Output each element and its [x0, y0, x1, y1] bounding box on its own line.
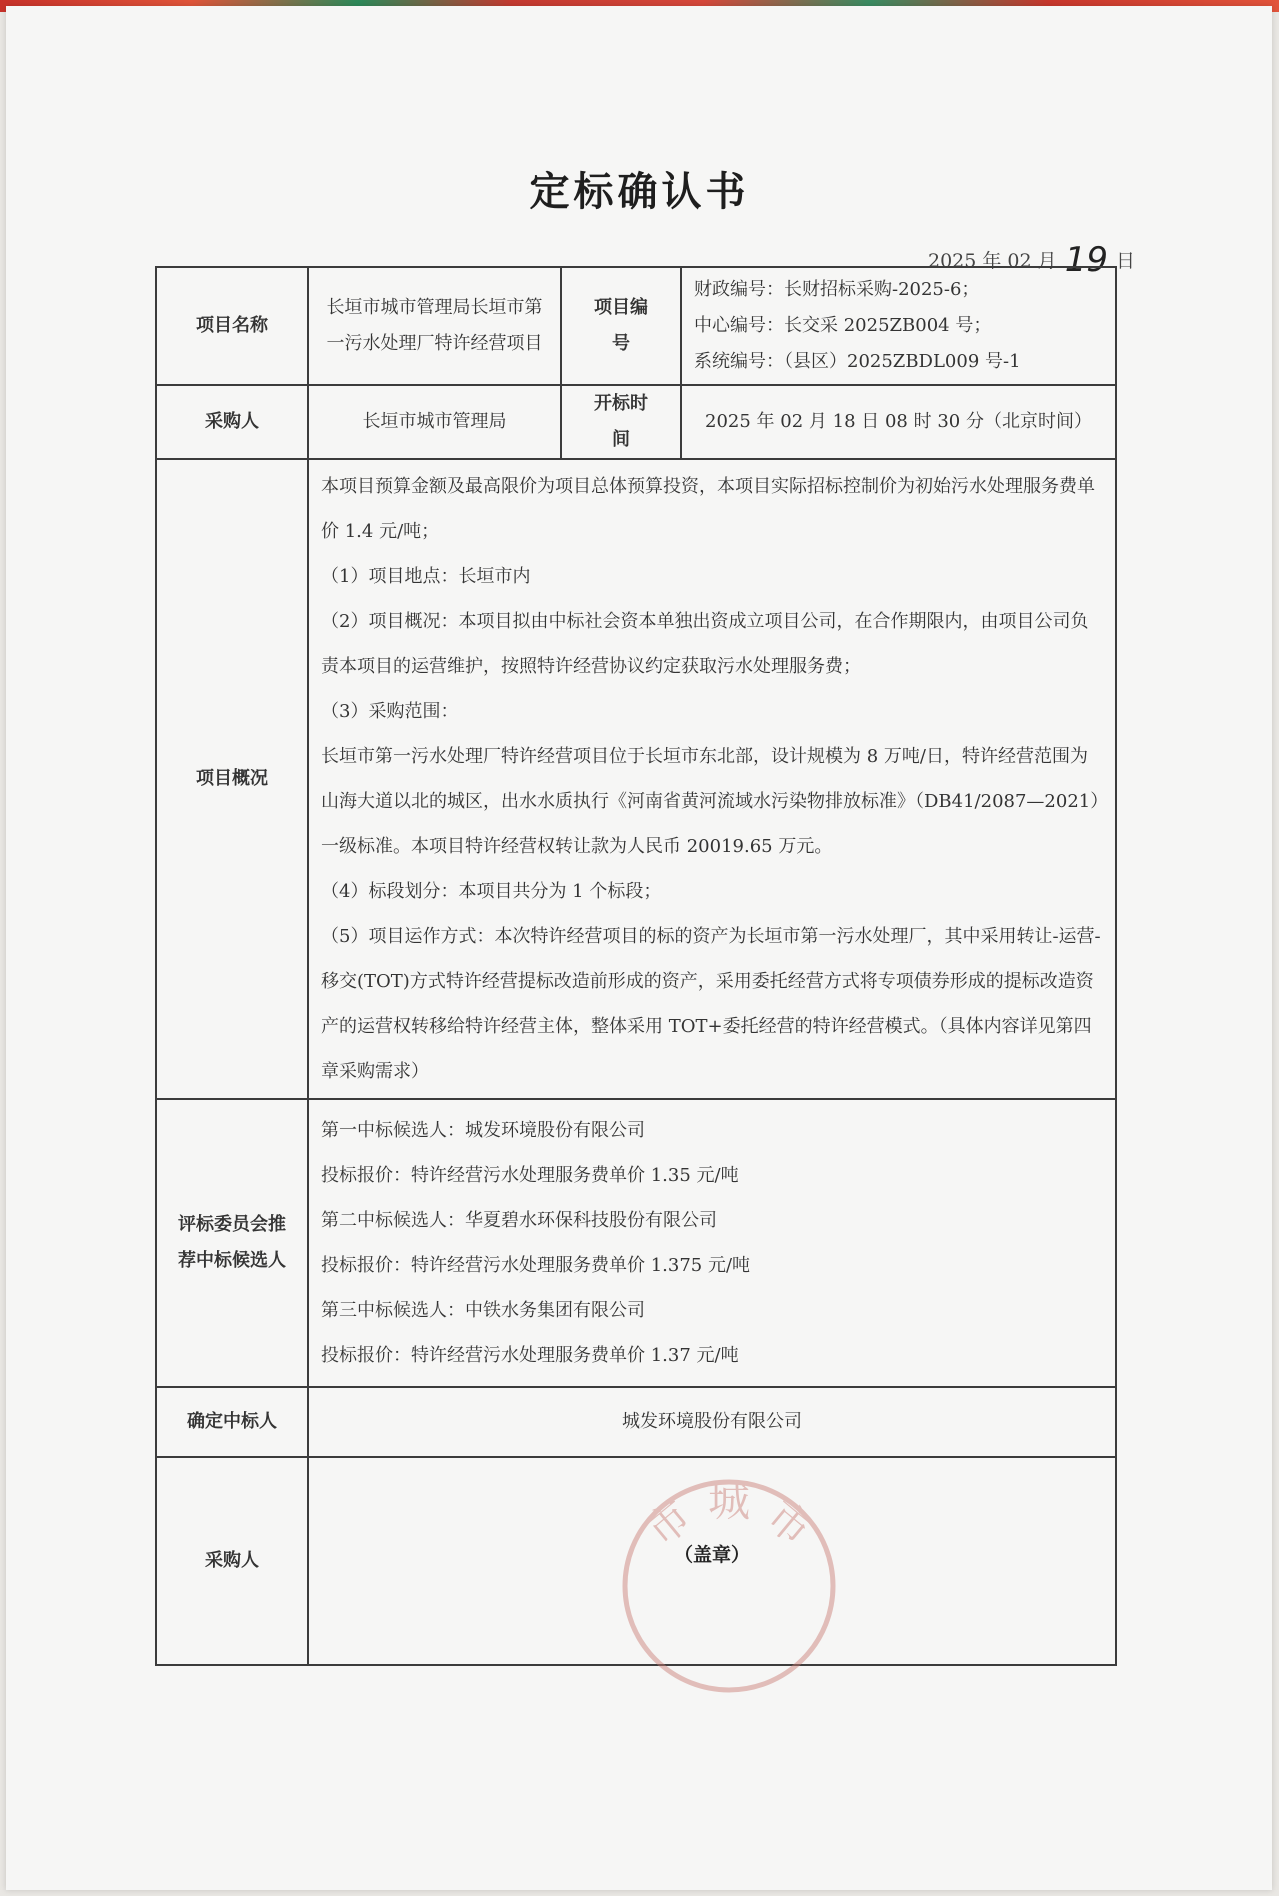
value-winner: 城发环境股份有限公司: [308, 1387, 1116, 1457]
code-finance: 财政编号：长财招标采购-2025-6；: [694, 279, 980, 300]
row-seal: [156, 1457, 1116, 1665]
date-day-handwritten: 19: [1064, 240, 1108, 280]
official-stamp: [609, 1466, 849, 1706]
overview-paragraph: 本项目预算金额及最高限价为项目总体预算投资，本项目实际招标控制价为初始污水处理服务费单价 1.4 元/吨；: [321, 476, 1095, 542]
code-center: 中心编号：长交采 2025ZB004 号；: [694, 315, 992, 336]
value-candidates: [308, 1099, 1116, 1387]
overview-paragraph: （3）采购范围：: [321, 701, 459, 722]
value-opening-time: 2025 年 02 月 18 日 08 时 30 分（北京时间）: [681, 385, 1116, 459]
document-title: 定标确认书: [529, 168, 750, 215]
value-purchaser: 长垣市城市管理局: [308, 385, 561, 459]
row-purchaser: [156, 385, 1116, 459]
label-purchaser: 采购人: [156, 385, 308, 459]
label-opening-time: 开标时间: [561, 385, 681, 459]
overview-paragraph: （2）项目概况：本项目拟由中标社会资本单独出资成立项目公司，在合作期限内，由项目公司负责本项目的运营维护，按照特许经营协议约定获取污水处理服务费；: [321, 611, 1089, 677]
label-candidates: 评标委员会推荐中标候选人: [156, 1099, 308, 1387]
date-day-suffix: 日: [1116, 250, 1136, 272]
row-candidates: [156, 1099, 1116, 1387]
row-winner: [156, 1387, 1116, 1457]
overview-paragraph: （4）标段划分：本项目共分为 1 个标段；: [321, 881, 662, 902]
label-winner: 确定中标人: [156, 1387, 308, 1457]
row-project-name: [156, 267, 1116, 385]
overview-paragraph: （5）项目运作方式：本次特许经营项目的标的资产为长垣市第一污水处理厂，其中采用转让-运营-移交(TOT)方式特许经营提标改造前形成的资产，采用委托经营方式将专项债券形成的提标改造资产的运营权转移给特许经营主体，整体采用 TOT+委托经营的特许经营模式。（具体内容详见第四章采购需求）: [321, 926, 1101, 1082]
candidate-line: 第一中标候选人：城发环境股份有限公司: [321, 1120, 645, 1141]
stamp-text: 市 城 市: [636, 1477, 822, 1556]
row-overview: [156, 459, 1116, 1099]
candidate-line: 投标报价：特许经营污水处理服务费单价 1.37 元/吨: [321, 1345, 739, 1366]
value-overview: [308, 459, 1116, 1099]
overview-paragraph: （1）项目地点：长垣市内: [321, 566, 531, 587]
candidate-line: 投标报价：特许经营污水处理服务费单价 1.35 元/吨: [321, 1165, 739, 1186]
candidate-line: 投标报价：特许经营污水处理服务费单价 1.375 元/吨: [321, 1255, 751, 1276]
candidate-line: 第二中标候选人：华夏碧水环保科技股份有限公司: [321, 1210, 717, 1231]
value-project-name: 长垣市城市管理局长垣市第一污水处理厂特许经营项目: [308, 267, 561, 385]
label-overview: 项目概况: [156, 459, 308, 1099]
value-seal: [308, 1457, 1116, 1665]
seal-caption: （盖章）: [673, 1544, 750, 1566]
label-project-name: 项目名称: [156, 267, 308, 385]
value-project-codes: [681, 267, 1116, 385]
candidate-line: 第三中标候选人：中铁水务集团有限公司: [321, 1300, 645, 1321]
code-system: 系统编号：（县区）2025ZBDL009 号-1: [694, 351, 1021, 372]
date-year-month: 2025 年 02 月: [928, 250, 1057, 272]
award-confirmation-table: [155, 266, 1117, 1666]
label-project-code: 项目编号: [561, 267, 681, 385]
overview-paragraph: 长垣市第一污水处理厂特许经营项目位于长垣市东北部，设计规模为 8 万吨/日，特许经营范围为山海大道以北的城区，出水水质执行《河南省黄河流域水污染物排放标准》（DB41/2087—2021）一级标准。本项目特许经营权转让款为人民币 20019.65 万元。: [321, 746, 1100, 857]
label-seal-purchaser: 采购人: [156, 1457, 308, 1665]
